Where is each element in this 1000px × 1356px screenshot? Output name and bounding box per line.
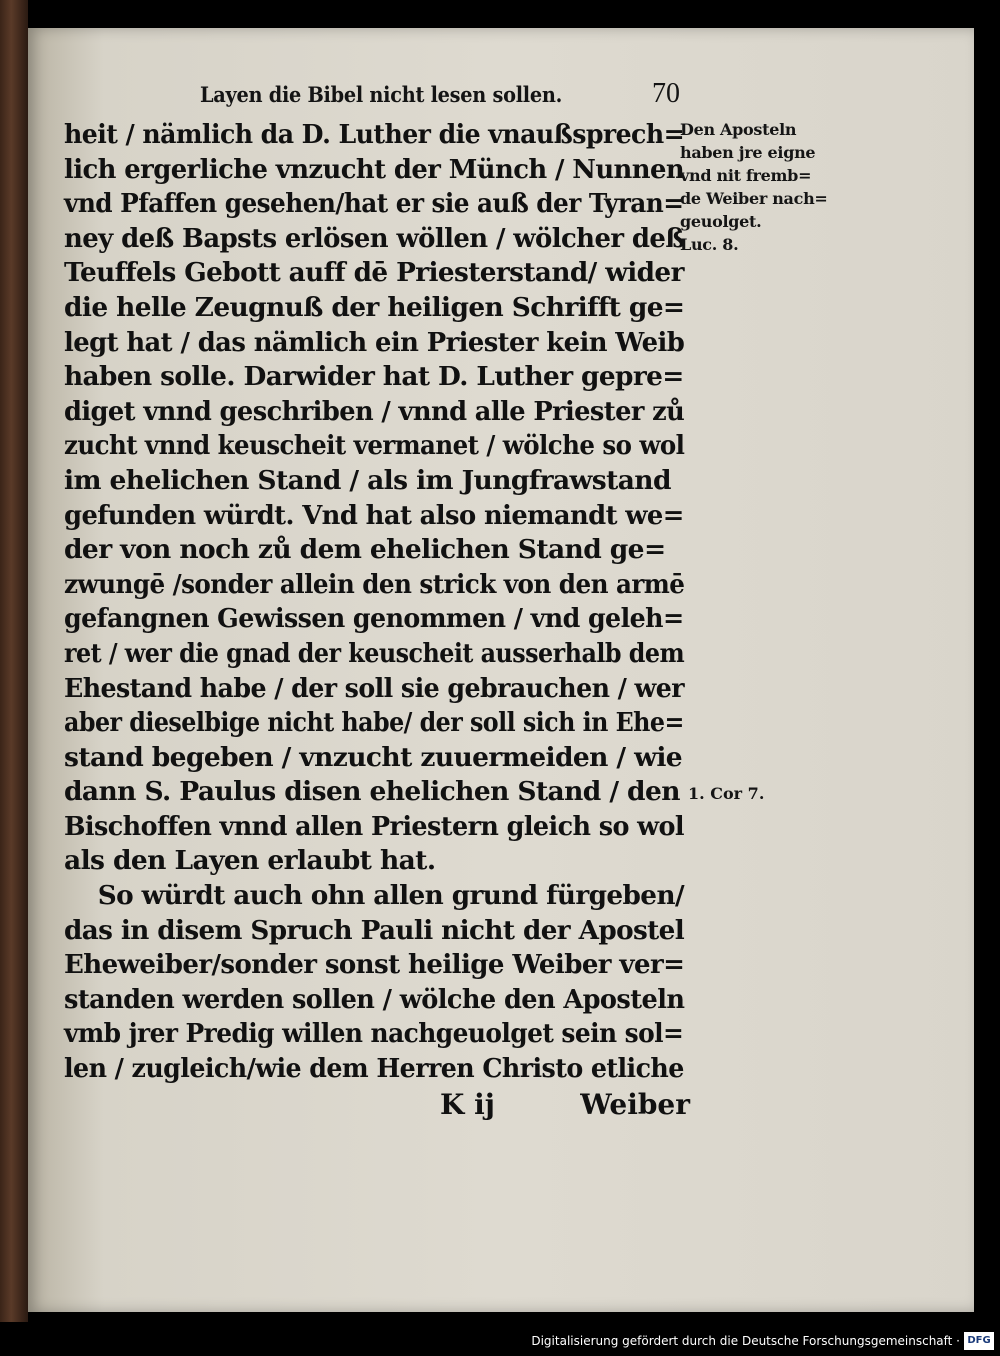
text-line: der von noch zů dem ehelichen Stand ge=	[64, 534, 666, 566]
text-line: diget vnnd geschriben / vnnd alle Priester zů	[64, 395, 685, 427]
text-line: zwungē /sonder allein den strick von den armē	[64, 568, 685, 600]
text-line: Teuffels Gebott auff dē Priesterstand/ wider	[64, 257, 684, 289]
text-line: ret / wer die gnad der keuscheit ausserhalb dem	[64, 637, 685, 669]
text-line: heit / nämlich da D. Luther die vnaußsprech=	[64, 119, 685, 150]
book-spine	[0, 0, 28, 1322]
text-line: zucht vnnd keuscheit vermanet / wölche so wol	[64, 430, 685, 462]
signature-mark: K ij	[440, 1088, 495, 1121]
margin-note	[680, 118, 840, 256]
catchword: Weiber	[580, 1088, 690, 1121]
text-line: Ehestand habe / der soll sie gebrauchen / wer	[64, 672, 684, 704]
text-line: im ehelichen Stand / als im Jungfrawstand	[64, 464, 671, 496]
funding-credit: Digitalisierung gefördert durch die Deutsche Forschungsgemeinschaft ·	[531, 1334, 960, 1348]
paragraph-start-line: So würdt auch ohn allen grund fürgeben/	[97, 880, 684, 912]
text-line: aber dieselbige nicht habe/ der soll sich in Ehe=	[64, 707, 684, 739]
text-line: legt hat / das nämlich ein Priester kein Weib	[64, 326, 685, 358]
text-line: vnd Pfaffen gesehen/hat er sie auß der Tyran=	[64, 188, 684, 220]
running-title: Layen die Bibel nicht lesen sollen.	[200, 82, 563, 107]
page-foot	[430, 1088, 690, 1128]
text-line: die helle Zeugnuß der heiligen Schrifft ge=	[64, 291, 685, 323]
text-line: lich ergerliche vnzucht der Münch / Nunnen	[64, 153, 685, 185]
page-number: 70	[652, 78, 680, 109]
dfg-logo: DFG	[964, 1332, 994, 1350]
text-line: als den Layen erlaubt hat.	[64, 845, 436, 877]
text-line: len / zugleich/wie dem Herren Christo etliche	[64, 1053, 684, 1085]
margin-note-line: geuolget.	[680, 212, 762, 231]
text-line: Bischoffen vnnd allen Priestern gleich so wol	[64, 810, 684, 842]
footer-bar	[0, 1322, 1000, 1356]
text-line: ney deß Bapsts erlösen wöllen / wölcher deß	[64, 222, 685, 254]
text-line: das in disem Spruch Pauli nicht der Apostel	[64, 914, 685, 946]
text-line: Eheweiber/sonder sonst heilige Weiber ver=	[64, 949, 685, 981]
margin-note-line: vnd nit fremb=	[680, 166, 812, 185]
body-text	[64, 118, 684, 1087]
margin-note-line: de Weiber nach=	[680, 189, 828, 208]
margin-note-line: Den Aposteln	[680, 120, 797, 139]
running-header	[200, 78, 680, 118]
text-line: dann S. Paulus disen ehelichen Stand / den	[64, 776, 680, 808]
text-line: vmb jrer Predig willen nachgeuolget sein sol=	[64, 1018, 684, 1050]
text-line: haben solle. Darwider hat D. Luther gepre=	[64, 361, 684, 393]
text-line: stand begeben / vnzucht zuuermeiden / wie	[64, 741, 683, 773]
text-line: gefangnen Gewissen genommen / vnd geleh=	[64, 603, 684, 635]
margin-reference: 1. Cor 7.	[688, 784, 765, 803]
text-line: standen werden sollen / wölche den Aposteln	[64, 983, 685, 1015]
text-line: gefunden würdt. Vnd hat also niemandt we=	[64, 499, 684, 531]
margin-note-line: haben jre eigne	[680, 143, 816, 162]
margin-note-line: Luc. 8.	[680, 235, 739, 254]
